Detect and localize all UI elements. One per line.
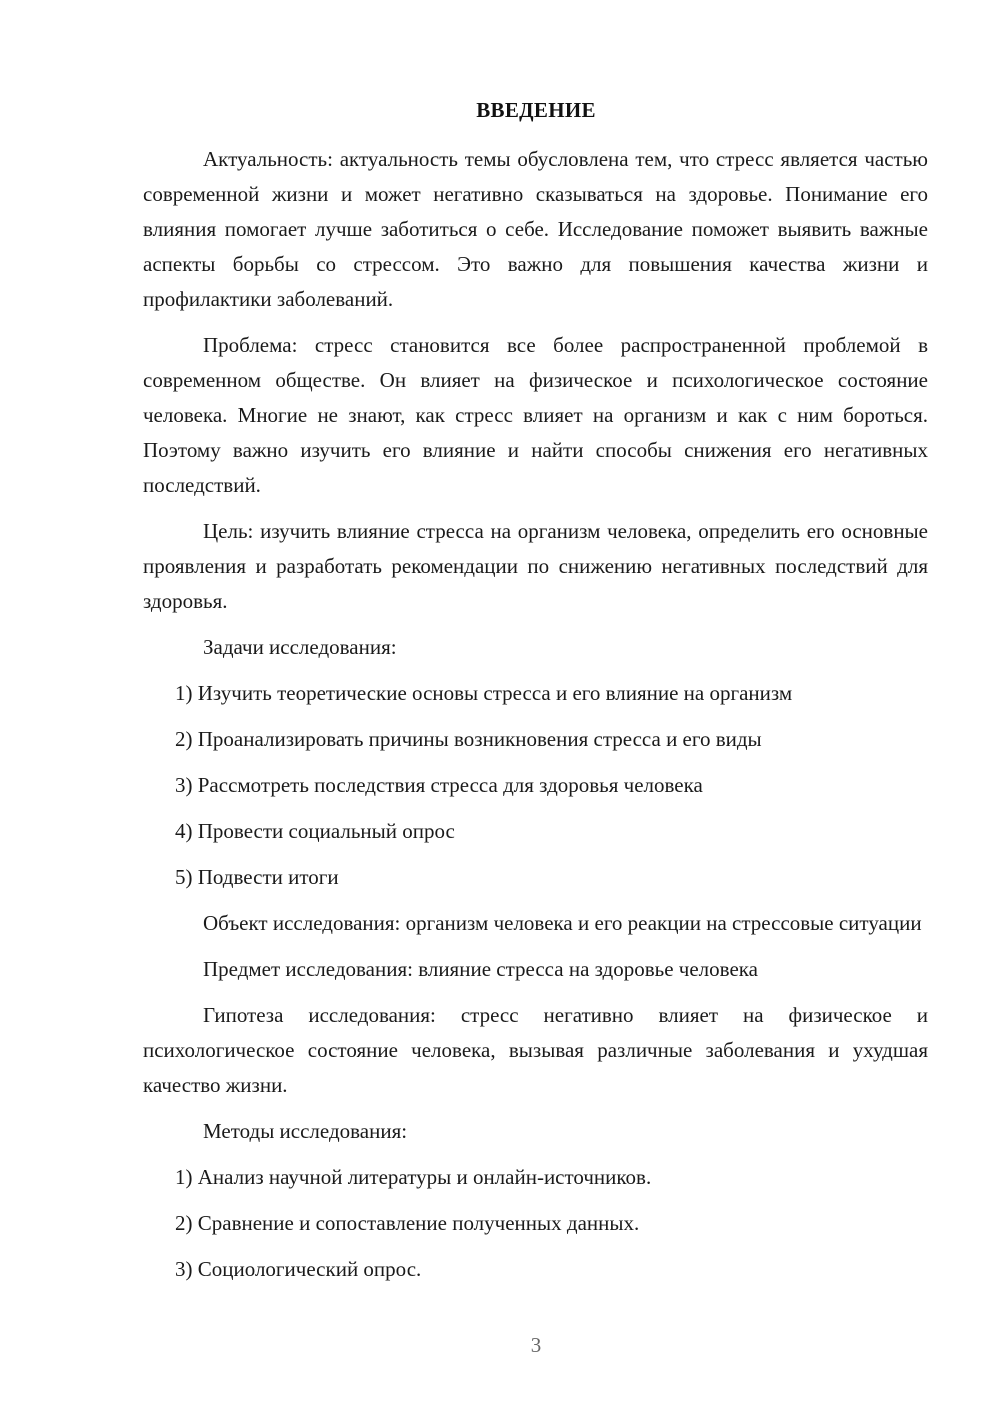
list-item: 1) Анализ научной литературы и онлайн-источников. xyxy=(175,1165,652,1189)
list-item: 1) Изучить теоретические основы стресса и его влияние на организм xyxy=(175,681,793,705)
hypothesis-paragraph: Гипотеза исследования: стресс негативно влияет на физическое и психологическое состояние человека, вызывая различные заболевания и ухудшая качество жизни. xyxy=(143,1003,928,1097)
document-body xyxy=(143,142,928,1298)
subject-paragraph: Предмет исследования: влияние стресса на здоровье человека xyxy=(203,957,758,981)
methods-list xyxy=(143,1160,928,1287)
object-paragraph: Объект исследования: организм человека и его реакции на стрессовые ситуации xyxy=(203,911,922,935)
list-item: 2) Проанализировать причины возникновения стресса и его виды xyxy=(175,727,762,751)
list-item: 3) Социологический опрос. xyxy=(175,1257,422,1281)
page-number: 3 xyxy=(530,1333,542,1357)
relevance-paragraph: Актуальность: актуальность темы обусловлена тем, что стресс является частью современной жизни и может негативно сказываться на здоровье. Понимание его влияния помогает лучше заботиться о себе. Исследование поможет выявить важные аспекты борьбы со стрессом. Это важно для повышения качества жизни и профилактики заболеваний. xyxy=(143,147,928,311)
problem-paragraph: Проблема: стресс становится все более распространенной проблемой в современном обществе. Он влияет на физическое и психологическое состояние человека. Многие не знают, как стресс влияет на организм и как с ним бороться. Поэтому важно изучить его влияние и найти способы снижения его негативных последствий. xyxy=(143,333,928,497)
goal-paragraph: Цель: изучить влияние стресса на организм человека, определить его основные проявления и разработать рекомендации по снижению негативных последствий для здоровья. xyxy=(143,519,928,613)
tasks-heading: Задачи исследования: xyxy=(203,635,397,659)
list-item: 2) Сравнение и сопоставление полученных данных. xyxy=(175,1211,640,1235)
list-item: 5) Подвести итоги xyxy=(175,865,339,889)
list-item: 4) Провести социальный опрос xyxy=(175,819,455,843)
tasks-list xyxy=(143,676,928,895)
list-item: 3) Рассмотреть последствия стресса для здоровья человека xyxy=(175,773,703,797)
page-title: ВВЕДЕНИЕ xyxy=(476,98,596,122)
methods-heading: Методы исследования: xyxy=(203,1119,408,1143)
